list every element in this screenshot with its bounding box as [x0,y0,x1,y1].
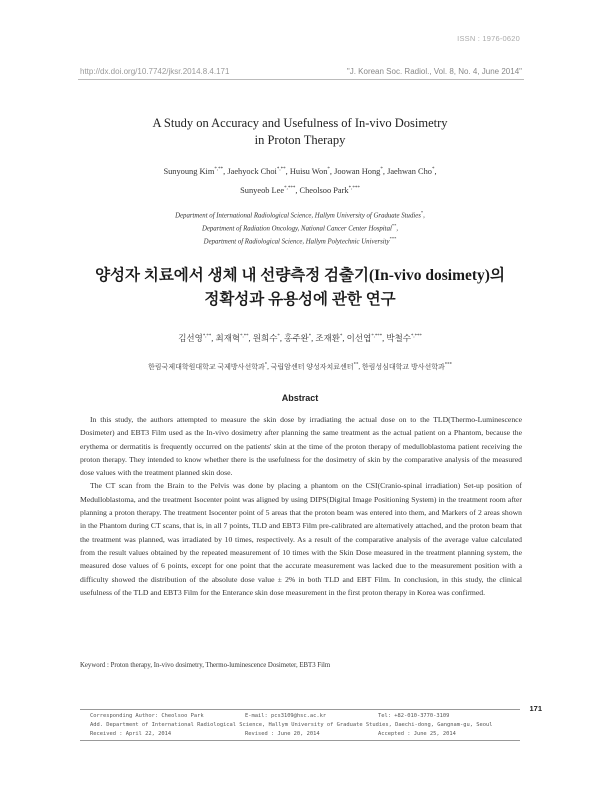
korean-title [40,264,560,312]
keywords: Keyword : Proton therapy, In-vivo dosimetry, Thermo-luminescence Dosimeter, EBT3 Film [80,662,331,669]
korean-title-line-1: 양성자 치료에서 생체 내 선량측정 검출기(In-vivo dosimety)의 [95,267,505,284]
affiliation-1: Department of International Radiological Science, Hallym University of Graduate Studies*, [175,210,425,220]
affiliation-2: Department of Radiation Oncology, National Cancer Center Hospital**, [201,223,399,233]
korean-authors: 김선영*,**, 최재혁*,**, 원희수*, 홍주완*, 조재환*, 이선엽*,***, 박철수*,*** [178,333,422,343]
affiliation-3: Department of Radiological Science, Hallym Polytechnic University*** [203,236,397,246]
revised-date: Revised : June 20, 2014 [245,731,320,737]
accepted-date: Accepted : June 25, 2014 [378,731,456,737]
header-divider [78,79,524,80]
title-line-1: A Study on Accuracy and Usefulness of In-vivo Dosimetry [152,116,448,130]
korean-affiliations: 한림국제대학원대학교 국제방사선학과*, 국립암센터 양성자치료센터**, 한림성심대학교 방사선학과*** [148,362,452,371]
abstract-heading: Abstract [281,393,319,403]
korean-title-line-2: 정확성과 유용성에 관한 연구 [204,291,396,308]
issn-label: ISSN : 1976-0620 [457,34,520,43]
authors-line-1: Sunyoung Kim*,**, Jaehyock Choi*,**, Huisu Won*, Joowan Hong*, Jaehwan Cho*, [163,167,437,176]
author-email[interactable]: E-mail: pcs3109@hsc.ac.kr [245,713,327,719]
author-address: Add. Department of International Radiological Science, Hallym University of Graduate Studies, Daechi-dong, Gangnam-gu, Seoul [90,722,493,728]
authors-line-2: Sunyeob Lee*,***, Cheolsoo Park*,*** [240,186,360,195]
title-line-2: in Proton Therapy [254,133,346,147]
journal-citation: "J. Korean Soc. Radiol., Vol. 8, No. 4, June 2014" [346,67,522,76]
page-number: 171 [529,704,542,713]
abstract-paragraph-1: In this study, the authors attempted to measure the skin dose by irradiating the actual dose on to the TLD(Thermo-Luminescence Dosimeter) and EBT3 Film used as the In-vivo dosimetry after planning the same treatment as the actual patient on a Phantom, because the erythema or dermatitis is frequently occurred on the patients' skin at the time of the proton therapy of medulloblastoma patient receiving the proton therapy. They intended to know whether there is the usefulness for the dosimetry of skin by the comparative analysis of the measured dose values with the treatment planned skin dose. [80,415,522,478]
correspondence-box [80,709,520,741]
corresponding-author: Corresponding Author: Cheolsoo Park [90,713,204,719]
paper-title [60,115,540,149]
abstract-paragraph-2: The CT scan from the Brain to the Pelvis was done by placing a phantom on the CSI(Cranio-spinal irradiation) Set-up position of Medulloblastoma, and the treatment Isocenter point was aligned by using DIPS(Digital Image Positioning System) in the treatment room after planning a proton therapy. The treatment Isocenter point of 5 areas that the proton beam was entered into them, and Markers of 2 areas shown in the Phantom during CT scans, that is, in all 7 points, TLD and EBT3 Film pre-calibrated are alternatively attached, and the proton beam that the treatment was planned, was irradiated by 10 times, respectively. As a result of the comparative analysis of the average value calculated from the result values obtained by the repeated measurement of 10 times with the Skin Dose measured in the treatment planning system, the measured dose values of 6 points, except for one point that the accurate measurement was lacked due to the measurement position with a difficulty showed the distribution of the absolute dose value ± 2% in both TLD and EBT Film. In conclusion, in this study, the clinical usefulness of the TLD and EBT3 Film for the Enterance skin dose measurement in the first proton therapy in Korea was confirmed. [80,481,522,597]
abstract-body [80,413,522,599]
author-tel: Tel: +82-010-3770-3109 [378,713,450,719]
doi-link[interactable]: http://dx.doi.org/10.7742/jksr.2014.8.4.171 [80,67,230,76]
received-date: Received : April 22, 2014 [90,731,172,737]
